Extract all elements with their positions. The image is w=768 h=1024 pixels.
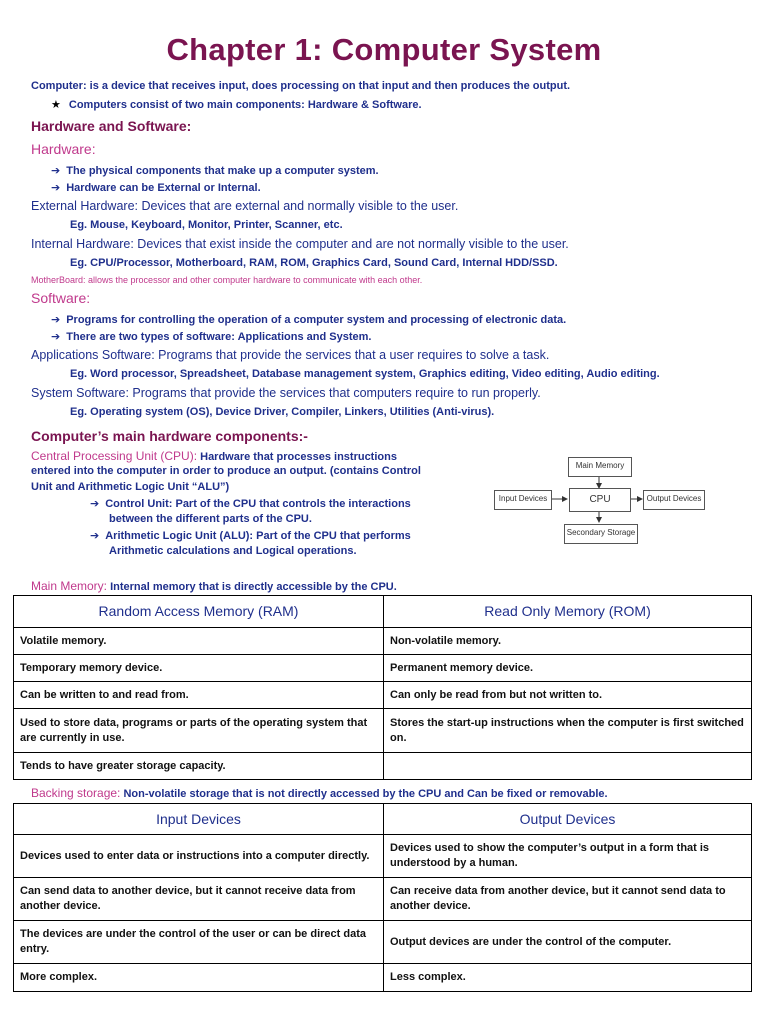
header-input-devices: Input Devices — [14, 804, 384, 835]
software-bullet-2 — [51, 330, 371, 343]
table-row — [14, 753, 752, 780]
table-cell: Output devices are under the control of the computer. — [384, 921, 752, 964]
system-software: System Software: Programs that provide the services that computers require to run properly. — [31, 386, 541, 400]
backing-storage-text: Non-volatile storage that is not directly accessed by the CPU and Can be fixed or removable. — [120, 788, 608, 800]
memory-table-header — [14, 596, 752, 628]
arrow-icon: ➔ — [51, 331, 61, 343]
cpu-line-3: Unit and Arithmetic Logic Unit “ALU”) — [31, 481, 230, 493]
table-cell: Devices used to enter data or instructions into a computer directly. — [14, 835, 384, 878]
table-cell: Can receive data from another device, but it cannot send data to another device. — [384, 878, 752, 921]
main-memory-text: Internal memory that is directly accessible by the CPU. — [107, 581, 397, 593]
diagram-cpu: CPU — [569, 488, 631, 512]
table-cell: Stores the start-up instructions when the computer is first switched on. — [384, 709, 752, 753]
table-cell: More complex. — [14, 964, 384, 992]
internal-hardware-example: Eg. CPU/Processor, Motherboard, RAM, ROM, Graphics Card, Sound Card, Internal HDD/SSD. — [70, 257, 558, 269]
cpu-text: Hardware that processes instructions — [197, 451, 397, 463]
header-ram: Random Access Memory (RAM) — [14, 596, 384, 628]
io-table-header — [14, 804, 752, 835]
cpu-line-2: entered into the computer in order to produce an output. (contains Control — [31, 465, 421, 477]
star-icon: ★ — [51, 99, 61, 111]
control-unit-line-2: between the different parts of the CPU. — [109, 513, 312, 525]
diagram-secondary-storage: Secondary Storage — [564, 524, 638, 544]
table-row — [14, 878, 752, 921]
software-heading: Software: — [31, 290, 91, 306]
system-software-example: Eg. Operating system (OS), Device Driver, Compiler, Linkers, Utilities (Anti-virus). — [70, 406, 495, 418]
diagram-main-memory: Main Memory — [568, 457, 632, 477]
diagram-output-devices: Output Devices — [643, 490, 705, 510]
hardware-bullet-text: Hardware can be External or Internal. — [66, 182, 261, 194]
applications-software: Applications Software: Programs that provide the services that a user requires to solve a task. — [31, 348, 550, 362]
intro-star-point — [51, 98, 422, 111]
backing-storage-label: Backing storage: — [31, 786, 121, 800]
software-bullet-text: There are two types of software: Applications and System. — [66, 331, 372, 343]
table-cell: Tends to have greater storage capacity. — [14, 753, 384, 780]
applications-software-example: Eg. Word processor, Spreadsheet, Database management system, Graphics editing, Video editing, Audio editing. — [70, 368, 660, 380]
hardware-bullet-1 — [51, 164, 379, 177]
table-row — [14, 835, 752, 878]
intro-text: is a device that receives input, does processing on that input and then produces the output. — [86, 80, 571, 92]
table-row — [14, 655, 752, 682]
internal-hardware: Internal Hardware: Devices that exist inside the computer and are not normally visible to the user. — [31, 237, 569, 251]
main-memory-line — [31, 579, 397, 593]
backing-storage-line — [31, 786, 608, 800]
table-cell — [384, 753, 752, 780]
alu-text: Arithmetic Logic Unit (ALU): Part of the CPU that performs — [105, 530, 411, 542]
table-row — [14, 628, 752, 655]
io-devices-table — [13, 803, 752, 992]
table-cell: Can only be read from but not written to. — [384, 682, 752, 709]
arrow-icon: ➔ — [90, 530, 100, 542]
table-cell: Less complex. — [384, 964, 752, 992]
table-cell: Devices used to show the computer’s output in a form that is understood by a human. — [384, 835, 752, 878]
alu-line-1 — [90, 529, 411, 542]
external-hardware-example: Eg. Mouse, Keyboard, Monitor, Printer, Scanner, etc. — [70, 219, 343, 231]
table-row — [14, 921, 752, 964]
table-row — [14, 964, 752, 992]
star-point-text: Computers consist of two main components: Hardware & Software. — [68, 99, 422, 111]
table-cell: Permanent memory device. — [384, 655, 752, 682]
intro-label: Computer: — [31, 80, 87, 92]
arrow-icon: ➔ — [51, 182, 61, 194]
software-bullet-text: Programs for controlling the operation of a computer system and processing of electronic data. — [66, 314, 567, 326]
software-bullet-1 — [51, 313, 566, 326]
hardware-bullet-text: The physical components that make up a computer system. — [66, 165, 379, 177]
arrow-icon: ➔ — [51, 165, 61, 177]
cpu-label: Central Processing Unit (CPU): — [31, 449, 198, 463]
table-cell: Volatile memory. — [14, 628, 384, 655]
table-cell: Can send data to another device, but it cannot receive data from another device. — [14, 878, 384, 921]
table-cell: Non-volatile memory. — [384, 628, 752, 655]
arrow-icon: ➔ — [90, 498, 100, 510]
control-unit-line-1 — [90, 497, 411, 510]
table-row — [14, 709, 752, 753]
control-unit-text: Control Unit: Part of the CPU that controls the interactions — [105, 498, 411, 510]
computer-system-diagram — [490, 452, 710, 548]
arrow-icon: ➔ — [51, 314, 61, 326]
memory-table — [13, 595, 752, 780]
header-rom: Read Only Memory (ROM) — [384, 596, 752, 628]
alu-line-2: Arithmetic calculations and Logical operations. — [109, 545, 357, 557]
diagram-input-devices: Input Devices — [494, 490, 552, 510]
cpu-line-1 — [31, 449, 397, 463]
table-cell: The devices are under the control of the user or can be direct data entry. — [14, 921, 384, 964]
intro-definition — [31, 80, 570, 92]
hardware-heading: Hardware: — [31, 141, 96, 157]
page-title: Chapter 1: Computer System — [166, 32, 602, 67]
table-cell: Used to store data, programs or parts of the operating system that are currently in use. — [14, 709, 384, 753]
main-memory-label: Main Memory: — [31, 579, 108, 593]
hardware-bullet-2 — [51, 181, 261, 194]
motherboard-note: MotherBoard: allows the processor and other computer hardware to communicate with each other. — [31, 275, 423, 285]
table-cell: Can be written to and read from. — [14, 682, 384, 709]
external-hardware: External Hardware: Devices that are external and normally visible to the user. — [31, 199, 459, 213]
table-cell: Temporary memory device. — [14, 655, 384, 682]
components-heading: Computer’s main hardware components:- — [31, 428, 308, 444]
header-output-devices: Output Devices — [384, 804, 752, 835]
hw-sw-heading: Hardware and Software: — [31, 118, 192, 134]
table-row — [14, 682, 752, 709]
